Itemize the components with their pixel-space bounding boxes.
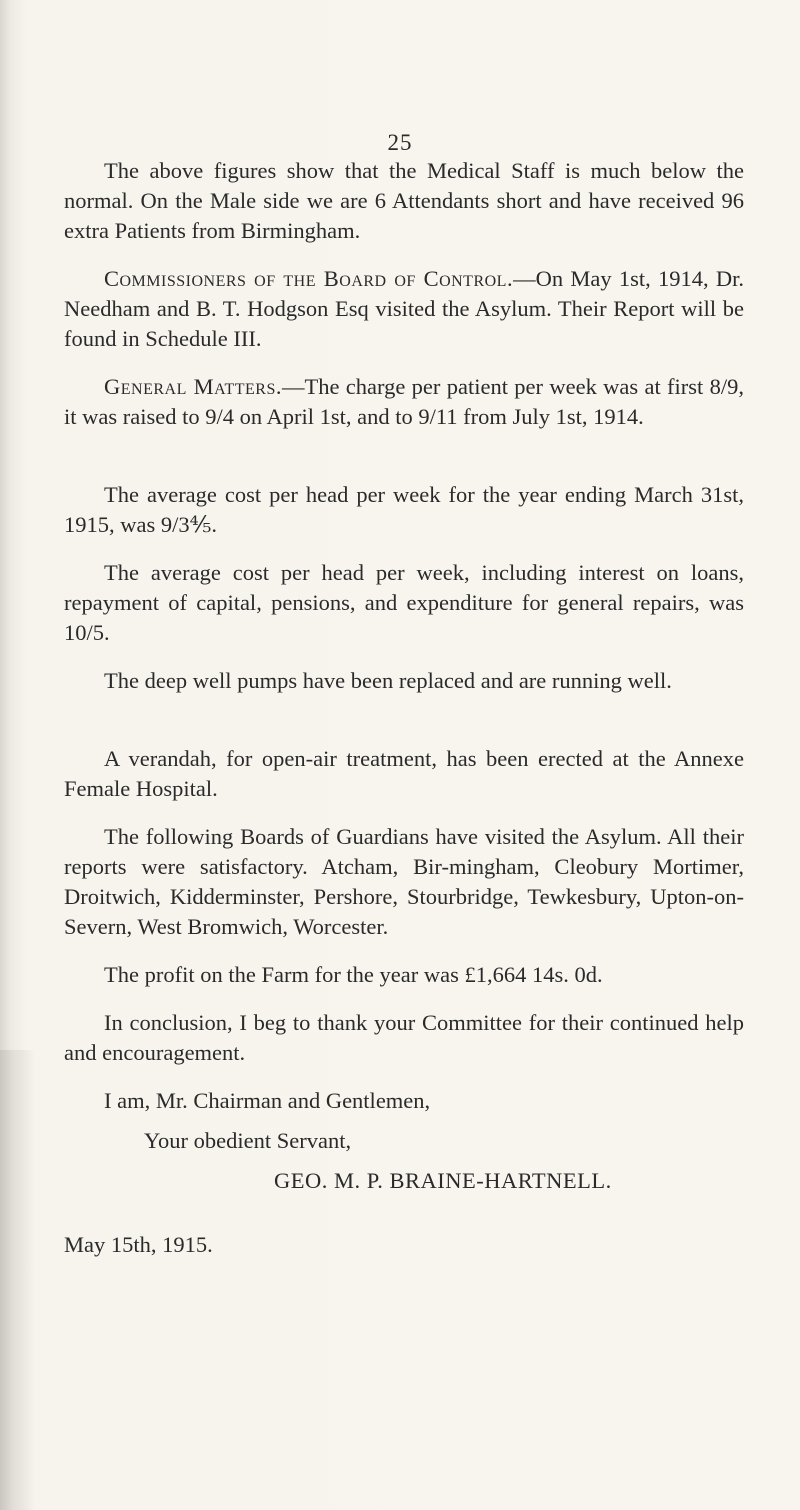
paragraph-conclusion: In conclusion, I beg to thank your Committee for their continued help and encouragement. — [64, 1010, 744, 1065]
heading-general-matters: General Matters. — [104, 374, 282, 399]
heading-commissioners: Commissioners of the Board of Control. — [104, 266, 514, 291]
binding-shadow — [0, 1050, 36, 1510]
page-number: 25 — [387, 130, 413, 155]
date-line: May 15th, 1915. — [64, 1232, 213, 1257]
paragraph-general-matters-body: —The charge per patient per week was at first 8/9, it was raised to 9/4 on April 1st, and to 9/11 from July 1st, 1914. — [64, 374, 744, 429]
paragraph-farm-profit: The profit on the Farm for the year was £1,664 14s. 0d. — [104, 962, 603, 987]
closing-valediction: Your obedient Servant, — [144, 1128, 352, 1153]
paragraph-well-pumps: The deep well pumps have been replaced and are running well. — [104, 668, 672, 693]
paragraph-verandah: A verandah, for open-air treatment, has been erected at the Annexe Female Hospital. — [64, 746, 744, 801]
paragraph-average-cost: The average cost per head per week for the year ending March 31st, 1915, was 9/3⅘. — [64, 482, 744, 537]
paragraph-boards-of-guardians: The following Boards of Guardians have visited the Asylum. All their reports were satisfactory. Atcham, Bir-mingham, Cleobury Mortimer, Droitwich, Kidderminster, Pershore, Stourbridge, Tewkesbury, Upton-on-Severn, West Bromwich, Worcester. — [64, 824, 744, 939]
paragraph-medical-staff: The above figures show that the Medical Staff is much below the normal. On the Male side we are 6 Attendants short and have received 96 extra Patients from Birmingham. — [64, 158, 744, 243]
paragraph-general-matters — [64, 372, 744, 432]
closing-salutation: I am, Mr. Chairman and Gentlemen, — [104, 1088, 431, 1113]
paragraph-average-cost-including-interest: The average cost per head per week, including interest on loans, repayment of capital, pensions, and expenditure for general repairs, was 10/5. — [64, 560, 744, 645]
paragraph-commissioners — [64, 264, 744, 354]
signature: GEO. M. P. BRAINE-HARTNELL. — [274, 1168, 612, 1193]
paragraph-commissioners-body: —On May 1st, 1914, Dr. Needham and B. T. Hodgson Esq visited the Asylum. Their Report will be found in Schedule III. — [64, 266, 745, 351]
